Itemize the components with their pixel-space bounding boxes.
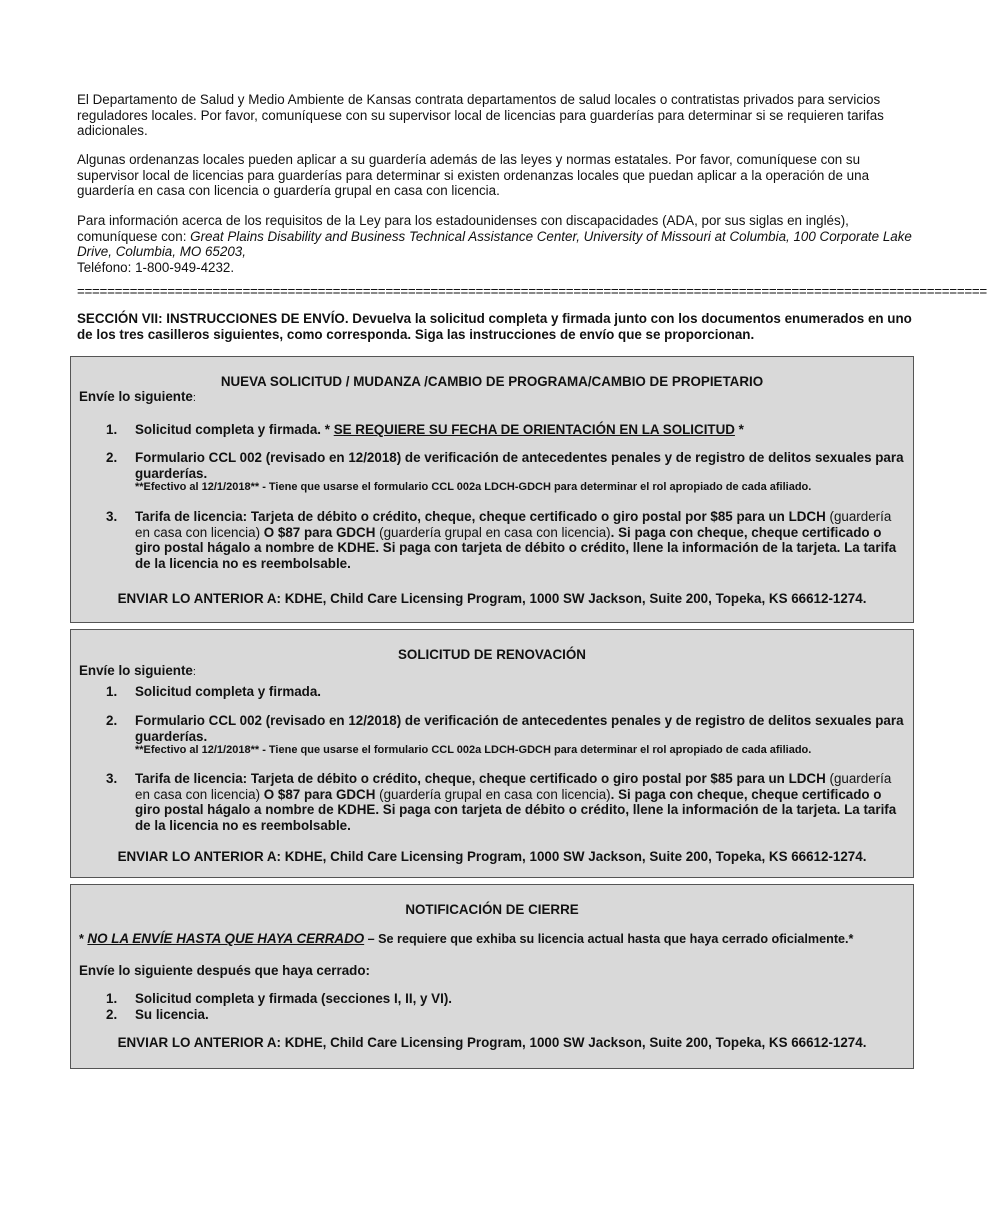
- item-text: Solicitud completa y firmada.: [135, 684, 322, 699]
- send-to-address: ENVIAR LO ANTERIOR A: KDHE, Child Care Licensing Program, 1000 SW Jackson, Suite 200, Topeka, KS 66612-1274.: [117, 591, 867, 606]
- item-number: 2.: [106, 450, 118, 465]
- list-item: [106, 713, 906, 757]
- send-after-closing-label: Envíe lo siguiente después que haya cerrado:: [79, 963, 370, 978]
- item-number: 1.: [106, 991, 118, 1006]
- item-text: Formulario CCL 002 (revisado en 12/2018) de verificación de antecedentes penales y de registro de delitos sexuales para guarderías.: [135, 713, 904, 744]
- renewal-title: SOLICITUD DE RENOVACIÓN: [398, 647, 586, 662]
- list-item: [106, 422, 906, 438]
- item-text-end: *: [734, 422, 744, 437]
- notice-text: – Se requiere que exhiba su licencia actual hasta que haya cerrado oficialmente.*: [364, 932, 854, 946]
- item-text-normal: (guardería en casa con licencia): [135, 771, 892, 802]
- list-item: [106, 771, 906, 833]
- notice-star: *: [79, 932, 88, 946]
- ada-contact: Great Plains Disability and Business Technical Assistance Center, University of Missouri at Columbia, 100 Corporate Lake Drive, Columbia, MO 65203,: [77, 228, 912, 259]
- closure-notification-box: [70, 884, 914, 1069]
- item-number: 2.: [106, 713, 118, 728]
- item-text: Tarifa de licencia: Tarjeta de débito o crédito, cheque, cheque certificado o giro postal por $85 para un LDCH: [135, 771, 830, 786]
- item-text: O $87 para GDCH: [260, 786, 380, 802]
- do-not-send-warning: NO LA ENVÍE HASTA QUE HAYA CERRADO: [87, 931, 365, 946]
- list-item: [106, 509, 906, 571]
- send-following-label: [79, 389, 196, 407]
- item-text: . Si paga con cheque, cheque certificado o giro postal hágalo a nombre de KDHE. Si paga con tarjeta de débito o crédito, llene la información de la tarjeta. La tarifa de la licencia no es reembolsable.: [135, 524, 897, 571]
- send-following-text: Envíe lo siguiente: [79, 663, 193, 678]
- item-text: Formulario CCL 002 (revisado en 12/2018) de verificación de antecedentes penales y de registro de delitos sexuales para guarderías.: [135, 450, 904, 481]
- list-item: [106, 1007, 906, 1023]
- item-text-normal: (guardería grupal en casa con licencia): [379, 786, 611, 802]
- ada-phone: Teléfono: 1-800-949-4232.: [77, 259, 235, 275]
- intro-paragraph-ordinances: Algunas ordenanzas locales pueden aplicar a su guardería además de las leyes y normas estatales. Por favor, comuníquese con su supervisor local de licencias para guarderías para determinar si existen ordenanzas locales que puedan aplicar a la operación de una guardería en casa con licencia o guardería grupal en casa con licencia.: [77, 152, 870, 198]
- orientation-date-required: SE REQUIERE SU FECHA DE ORIENTACIÓN EN LA SOLICITUD: [333, 422, 735, 437]
- send-following-colon: :: [192, 392, 196, 404]
- item-text: Su licencia.: [135, 1007, 209, 1022]
- list-item: [106, 684, 906, 700]
- item-number: 1.: [106, 422, 118, 437]
- item-number: 1.: [106, 684, 118, 699]
- new-application-title: NUEVA SOLICITUD / MUDANZA /CAMBIO DE PROGRAMA/CAMBIO DE PROPIETARIO: [220, 374, 764, 389]
- send-to-address: ENVIAR LO ANTERIOR A: KDHE, Child Care Licensing Program, 1000 SW Jackson, Suite 200, Topeka, KS 66612-1274.: [117, 1035, 867, 1050]
- intro-paragraph-fees: El Departamento de Salud y Medio Ambiente de Kansas contrata departamentos de salud locales o contratistas privados para servicios reguladores locales. Por favor, comuníquese con su supervisor local de licencias para guarderías para determinar si se requieren tarifas adicionales.: [77, 92, 884, 138]
- item-number: 3.: [106, 771, 118, 786]
- send-following-text: Envíe lo siguiente: [79, 389, 193, 404]
- item-text: Solicitud completa y firmada (secciones I, II, y VI).: [135, 991, 453, 1006]
- ada-text: Para información acerca de los requisitos de la Ley para los estadounidenses con discapacidades (ADA, por sus siglas en inglés), comuníquese con:: [77, 213, 849, 244]
- renewal-box: [70, 629, 914, 878]
- item-text-normal: (guardería grupal en casa con licencia): [379, 524, 611, 540]
- send-to-address: ENVIAR LO ANTERIOR A: KDHE, Child Care Licensing Program, 1000 SW Jackson, Suite 200, Topeka, KS 66612-1274.: [117, 849, 867, 864]
- item-text-normal: (guardería en casa con licencia): [135, 509, 892, 540]
- list-item: [106, 991, 906, 1007]
- send-following-colon: :: [192, 666, 196, 678]
- closure-notice: [79, 931, 909, 948]
- item-text: Tarifa de licencia: Tarjeta de débito o crédito, cheque, cheque certificado o giro postal por $85 para un LDCH: [135, 509, 830, 524]
- closure-title: NOTIFICACIÓN DE CIERRE: [405, 902, 579, 917]
- item-text: . Si paga con cheque, cheque certificado o giro postal hágalo a nombre de KDHE. Si paga con tarjeta de débito o crédito, llene la información de la tarjeta. La tarifa de la licencia no es reembolsable.: [135, 786, 897, 833]
- separator-line: =========================================================================================================================: [77, 284, 987, 299]
- item-text: Solicitud completa y firmada. *: [135, 422, 334, 437]
- intro-paragraph-ada: [77, 213, 913, 275]
- item-note: **Efectivo al 12/1/2018** - Tiene que usarse el formulario CCL 002a LDCH-GDCH para determinar el rol apropiado de cada afiliado.: [135, 744, 812, 756]
- item-number: 3.: [106, 509, 118, 524]
- item-text: O $87 para GDCH: [260, 524, 380, 540]
- section-vii-heading: SECCIÓN VII: INSTRUCCIONES DE ENVÍO. Devuelva la solicitud completa y firmada junto con los documentos enumerados en uno de los tres casilleros siguientes, como corresponda. Siga las instrucciones de envío que se proporcionan.: [77, 311, 912, 342]
- send-following-label: [79, 663, 196, 681]
- item-number: 2.: [106, 1007, 118, 1022]
- new-application-box: [70, 356, 914, 623]
- list-item: [106, 450, 906, 494]
- item-note: **Efectivo al 12/1/2018** - Tiene que usarse el formulario CCL 002a LDCH-GDCH para determinar el rol apropiado de cada afiliado.: [135, 481, 812, 493]
